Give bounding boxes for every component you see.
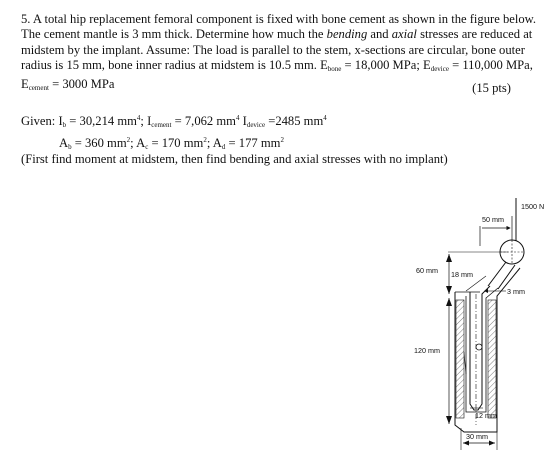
val-ecement: = 3000 MPa bbox=[48, 77, 115, 92]
points-label: (15 pts) bbox=[472, 81, 511, 96]
problem-text-b: and bbox=[367, 27, 392, 42]
ib-symbol: I bbox=[58, 114, 63, 128]
ac-value: = 170 mm bbox=[148, 136, 204, 150]
idev-sub: device bbox=[246, 121, 266, 129]
dim120-label: 120 mm bbox=[414, 346, 440, 355]
icem-value: = 7,062 mm bbox=[171, 114, 236, 128]
dim18-label: 18 mm bbox=[451, 270, 473, 279]
dim50-label: 50 mm bbox=[482, 215, 504, 224]
ac-sub: c bbox=[145, 143, 149, 151]
sub-bone: bone bbox=[327, 64, 342, 73]
icem-sub: cement bbox=[151, 121, 172, 129]
ab-sub: b bbox=[68, 143, 72, 151]
ab-value: = 360 mm bbox=[71, 136, 127, 150]
problem-text-c: stresses are reduced at midstem by the implant. Assume: The load is parallel to the stem, x-sections are circular, bone outer radius is 15 mm, bone inner radius at midstem is 10.5 mm. E bbox=[21, 27, 533, 72]
dim3-label: 3 mm bbox=[507, 287, 525, 296]
val-ebone: = 18,000 MPa; E bbox=[341, 57, 431, 72]
pow2-b: 2 bbox=[203, 136, 207, 144]
dim12-label: 12 mm bbox=[475, 411, 497, 420]
dim120-arrow-bottom bbox=[446, 416, 452, 424]
problem-number: 5. bbox=[21, 12, 31, 26]
dim30-arrow-left bbox=[463, 441, 469, 446]
val-edevice: = 110,000 MPa, E bbox=[21, 57, 533, 92]
idev-symbol: I bbox=[239, 114, 247, 128]
ab-symbol: A bbox=[59, 136, 69, 150]
pow4-c: 4 bbox=[323, 114, 327, 122]
problem-text-a: A total hip replacement femoral component is fixed with bone cement as shown in the figure below. The cement mantle is 3 mm thick. Determine how much the bbox=[21, 12, 537, 42]
emph-bending: bending bbox=[326, 27, 368, 42]
ad-sub: d bbox=[221, 143, 226, 151]
ad-symbol: ; A bbox=[206, 136, 222, 150]
icem-symbol: ; I bbox=[140, 114, 152, 128]
dim120-arrow-top bbox=[446, 298, 452, 306]
sub-device: device bbox=[430, 64, 449, 73]
dim60-arrow-bottom bbox=[446, 286, 452, 294]
dim60-label: 60 mm bbox=[416, 266, 438, 275]
ib-value: = 30,214 mm bbox=[66, 114, 137, 128]
sub-cement: cement bbox=[28, 84, 49, 93]
pow4-a: 4 bbox=[136, 114, 141, 122]
pow2-a: 2 bbox=[126, 136, 131, 144]
neck-edge-1 bbox=[488, 262, 506, 286]
ib-sub: b bbox=[62, 121, 67, 129]
dim30-arrow-right bbox=[489, 441, 495, 446]
idev-value: =2485 mm bbox=[265, 114, 324, 128]
cortex-right bbox=[488, 300, 496, 418]
cortex-left bbox=[456, 300, 464, 418]
dim30-label: 30 mm bbox=[466, 432, 488, 441]
dim60-arrow-top bbox=[446, 254, 452, 262]
midstem-marker bbox=[476, 344, 482, 350]
given-label: Given: bbox=[21, 114, 59, 128]
pow2-c: 2 bbox=[280, 136, 284, 144]
emph-axial: axial bbox=[391, 27, 417, 42]
ad-value: = 177 mm bbox=[225, 136, 281, 150]
ac-symbol: ; A bbox=[130, 136, 146, 150]
load-label: 1500 N bbox=[521, 202, 545, 211]
hint-note: (First find moment at midstem, then find bending and axial stresses with no implant) bbox=[21, 152, 448, 166]
pow4-b: 4 bbox=[235, 114, 240, 122]
